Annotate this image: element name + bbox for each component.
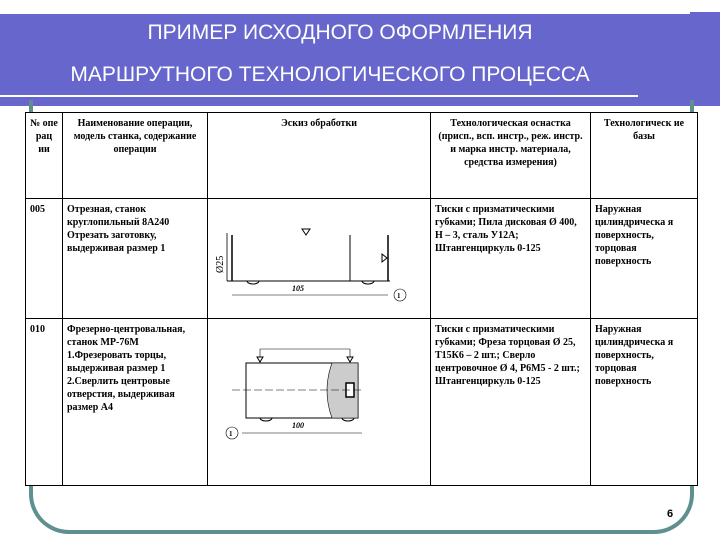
dim-length: 105 bbox=[292, 284, 304, 293]
page-number: 6 bbox=[667, 508, 674, 520]
op-name: Отрезная, станок круглопильный 8А240 Отрезать заготовку, выдерживая размер 1 bbox=[63, 199, 208, 319]
dim-length: 100 bbox=[292, 421, 304, 430]
op-tooling: Тиски с призматическими губками; Фреза торцовая Ø 25, Т15К6 – 2 шт.; Сверло центровочное Ø 4, Р6М5 - 2 шт.; Штангенциркуль 0-125 bbox=[431, 319, 591, 486]
op-bases: Наружная цилиндрическа я поверхность, торцовая поверхность bbox=[591, 199, 698, 319]
header-num: № опе рац ии bbox=[26, 113, 63, 199]
cutoff-sketch bbox=[212, 203, 422, 308]
title-underline bbox=[0, 95, 638, 97]
op-sketch bbox=[208, 319, 431, 486]
op-number: 010 bbox=[26, 319, 63, 486]
route-process-table bbox=[25, 112, 698, 486]
milling-sketch bbox=[212, 323, 422, 453]
op-name: Фрезерно-центровальная, станок МР-76М 1.Фрезеровать торцы, выдерживая размер 1 2.Сверлить центровые отверстия, выдерживая размер А4 bbox=[63, 319, 208, 486]
header-sketch: Эскиз обработки bbox=[208, 113, 431, 199]
op-tooling: Тиски с призматическими губками; Пила дисковая Ø 400, Н – 3, сталь У12А; Штангенциркуль 0-125 bbox=[431, 199, 591, 319]
header-bases: Технологическ ие базы bbox=[591, 113, 698, 199]
op-sketch bbox=[208, 199, 431, 319]
title-line-2: МАРШРУТНОГО ТЕХНОЛОГИЧЕСКОГО ПРОЦЕССА bbox=[70, 63, 590, 86]
table-header-row bbox=[26, 113, 698, 199]
op-number: 005 bbox=[26, 199, 63, 319]
dim-ref: 1 bbox=[229, 430, 233, 438]
op-bases: Наружная цилиндрическа я поверхность, торцовая поверхность bbox=[591, 319, 698, 486]
table-row bbox=[26, 319, 698, 486]
table-row bbox=[26, 199, 698, 319]
dim-ref: 1 bbox=[397, 292, 401, 300]
dim-diameter: Ø25 bbox=[215, 255, 226, 273]
header-name: Наименование операции, модель станка, содержание операции bbox=[63, 113, 208, 199]
title-line-1: ПРИМЕР ИСХОДНОГО ОФОРМЛЕНИЯ bbox=[147, 21, 533, 44]
header-tooling: Технологическая оснастка (присп., всп. инстр., реж. инстр. и марка инстр. материала, средства измерения) bbox=[431, 113, 591, 199]
